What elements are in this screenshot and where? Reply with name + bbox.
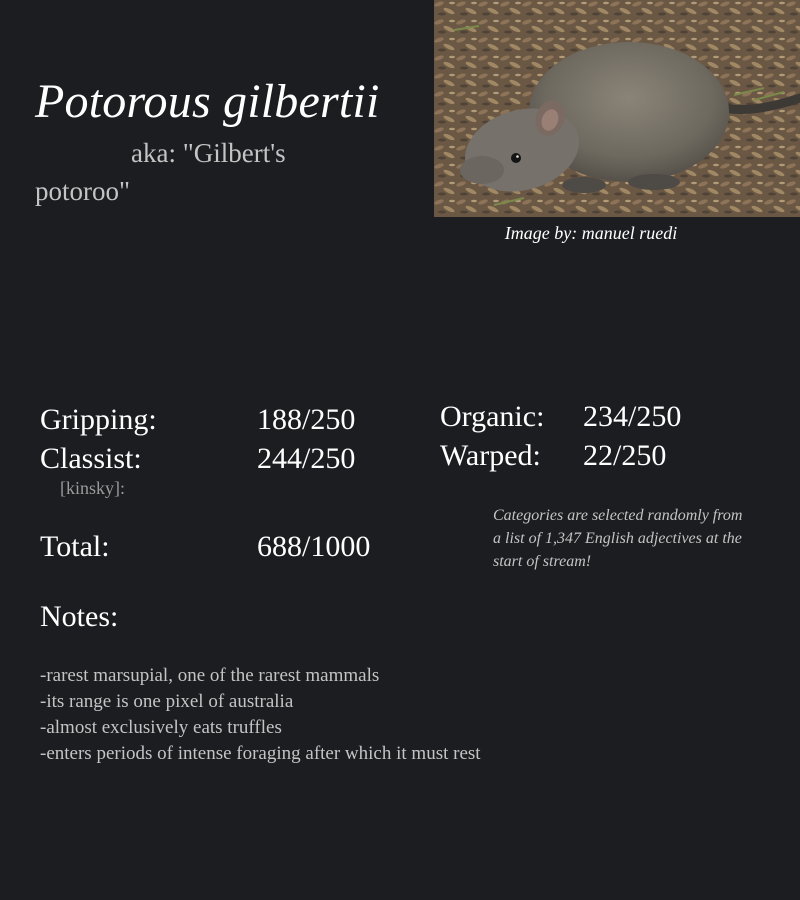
stat-value-warped: 22/250 — [583, 439, 667, 472]
total-value: 688/1000 — [257, 530, 371, 563]
notes-heading: Notes: — [40, 600, 119, 633]
stat-label-warped: Warped: — [440, 439, 541, 472]
image-credit: Image by: manuel ruedi — [504, 223, 678, 243]
categories-disclaimer: Categories are selected randomly from a list of 1,347 English adjectives at the start of stream! — [493, 507, 743, 570]
stat-label-organic: Organic: — [440, 400, 545, 433]
stat-value-gripping: 188/250 — [257, 403, 356, 436]
stat-value-organic: 234/250 — [583, 400, 682, 433]
total-label: Total: — [40, 530, 110, 563]
note-item: -rarest marsupial, one of the rarest mammals — [40, 665, 380, 686]
animal-photo — [434, 0, 800, 217]
stat-value-classist: 244/250 — [257, 442, 356, 475]
stat-label-classist: Classist: — [40, 442, 142, 475]
note-item: -enters periods of intense foraging after which it must rest — [40, 743, 481, 764]
common-name: aka: "Gilbert's potoroo" — [35, 138, 286, 206]
stat-label-gripping: Gripping: — [40, 403, 157, 436]
note-item: -its range is one pixel of australia — [40, 691, 294, 712]
species-title: Potorous gilbertii — [35, 75, 380, 128]
notes-list — [40, 663, 510, 767]
stat-sub-label: [kinsky]: — [60, 478, 125, 498]
note-item: -almost exclusively eats truffles — [40, 717, 282, 738]
